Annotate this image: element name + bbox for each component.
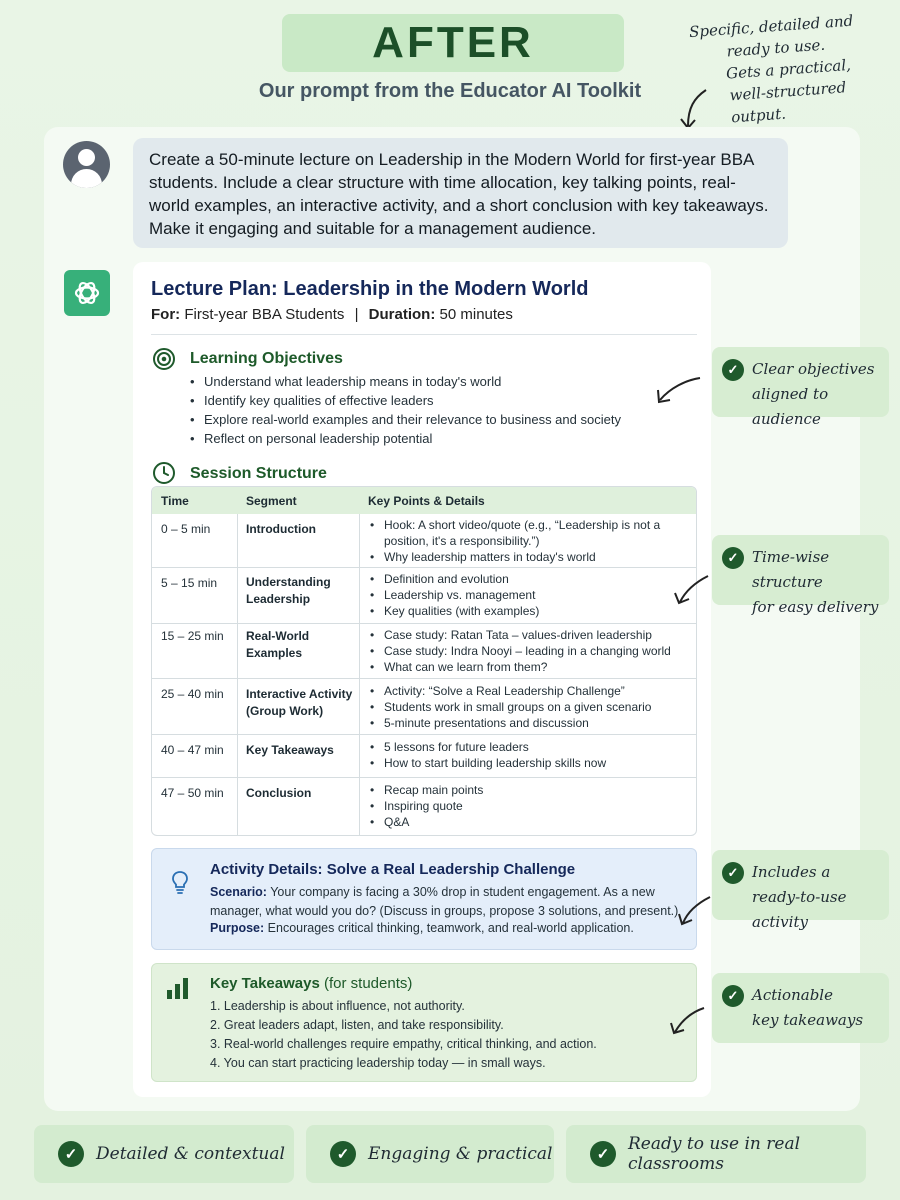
duration-label: Duration:: [368, 306, 436, 323]
check-icon: ✓: [58, 1141, 84, 1167]
clock-icon: [152, 461, 176, 485]
pill-label: Engaging & practical: [368, 1144, 553, 1164]
table-cell-time: 5 – 15 min: [161, 576, 218, 590]
annotation-line: Gets a practical,: [725, 55, 852, 83]
user-prompt-message: Create a 50-minute lecture on Leadership in the Modern World for first-year BBA students. Include a clear structure with time allocation, key talking points, real-world examples, an interactive activity, and a short conclusion with key takeaways. Make it engaging and suitable for a management audience.: [133, 138, 788, 248]
table-cell-segment: Understanding Leadership: [246, 575, 331, 606]
table-cell-points: [370, 782, 688, 830]
callout-arrow-icon: [668, 1004, 708, 1036]
check-icon: ✓: [722, 359, 744, 381]
footer-pill-ready: [566, 1125, 866, 1183]
footer-pill-detailed: [34, 1125, 294, 1183]
list-item: • Students work in small groups on a given scenario: [370, 699, 688, 715]
list-item: • Understand what leadership means in today's world: [190, 372, 621, 391]
divider: [151, 334, 697, 335]
callout-line: Actionable: [752, 986, 833, 1004]
table-cell-points: [370, 571, 688, 619]
top-annotation: [688, 7, 895, 131]
callout-structure: [712, 535, 889, 616]
list-item: • 5-minute presentations and discussion: [370, 715, 688, 731]
takeaways-title-suffix: (for students): [323, 975, 413, 992]
footer-pill-engaging: [306, 1125, 554, 1183]
list-item: • How to start building leadership skills now: [370, 755, 688, 771]
table-cell-points: [370, 683, 688, 731]
check-icon: ✓: [330, 1141, 356, 1167]
annotation-line: Specific, detailed and: [688, 11, 854, 42]
list-item: • Explore real-world examples and their relevance to business and society: [190, 410, 621, 429]
objectives-title: Learning Objectives: [190, 350, 343, 367]
scenario-text: Your company is facing a 30% drop in student engagement. As a new manager, what would you do? (Discuss in groups, propose 3 solutions, and present.): [210, 885, 679, 918]
lecture-plan-meta: [151, 306, 513, 323]
list-item: • Recap main points: [370, 782, 688, 798]
table-cell-segment: Conclusion: [246, 786, 312, 800]
list-item: • Reflect on personal leadership potential: [190, 429, 621, 448]
lightbulb-icon: [168, 870, 192, 894]
callout-line: Includes a: [752, 863, 831, 881]
pill-label: Detailed & contextual: [96, 1144, 285, 1164]
column-header-time: Time: [161, 494, 189, 508]
list-item: • Activity: “Solve a Real Leadership Challenge”: [370, 683, 688, 699]
callout-line: for easy delivery: [752, 598, 879, 616]
callout-line: Time-wise structure: [752, 548, 830, 591]
list-item: • Definition and evolution: [370, 571, 688, 587]
list-item: • Case study: Indra Nooyi – leading in a changing world: [370, 643, 688, 659]
annotation-line: ready to use.: [725, 35, 826, 61]
list-item: • Case study: Ratan Tata – values-driven leadership: [370, 627, 688, 643]
activity-title: Activity Details: Solve a Real Leadership Challenge: [210, 861, 576, 878]
table-cell-segment: Key Takeaways: [246, 743, 334, 757]
meta-separator: |: [354, 306, 359, 323]
table-cell-time: 15 – 25 min: [161, 629, 224, 643]
for-value: First-year BBA Students: [184, 306, 345, 323]
list-item: • Identify key qualities of effective leaders: [190, 391, 621, 410]
page-subtitle: Our prompt from the Educator AI Toolkit: [258, 80, 642, 102]
list-item: • Leadership vs. management: [370, 587, 688, 603]
check-icon: ✓: [722, 862, 744, 884]
list-item: 3. Real-world challenges require empathy, critical thinking, and action.: [210, 1037, 597, 1051]
callout-activity: [712, 850, 889, 931]
table-cell-time: 40 – 47 min: [161, 743, 224, 757]
list-item: 4. You can start practicing leadership today — in small ways.: [210, 1056, 546, 1070]
purpose-label: Purpose:: [210, 921, 265, 935]
target-icon: [152, 347, 176, 371]
list-item: • Key qualities (with examples): [370, 603, 688, 619]
callout-objectives: [712, 347, 889, 428]
column-header-details: Key Points & Details: [368, 494, 485, 508]
callout-takeaways: [712, 973, 889, 1043]
table-cell-points: [370, 627, 688, 675]
callout-text: [752, 860, 889, 935]
check-icon: ✓: [590, 1141, 616, 1167]
scenario-label: Scenario:: [210, 885, 267, 899]
session-title: Session Structure: [190, 465, 327, 482]
callout-line: ready-to-use activity: [752, 888, 847, 931]
chatgpt-logo-icon: [64, 270, 110, 316]
table-cell-time: 47 – 50 min: [161, 786, 224, 800]
table-cell-points: [370, 517, 688, 565]
list-item: • 5 lessons for future leaders: [370, 739, 688, 755]
table-cell-segment: Real-World Examples: [246, 629, 310, 660]
duration-value: 50 minutes: [439, 306, 513, 323]
list-item: • Inspiring quote: [370, 798, 688, 814]
callout-line: key takeaways: [752, 1011, 864, 1029]
takeaways-list: [210, 997, 597, 1073]
list-item: • Why leadership matters in today's world: [370, 549, 688, 565]
callout-line: Clear objectives: [752, 360, 875, 378]
callout-arrow-icon: [654, 374, 704, 406]
check-icon: ✓: [722, 547, 744, 569]
for-label: For:: [151, 306, 181, 323]
callout-text: [752, 357, 889, 432]
pill-label: Ready to use in real classrooms: [628, 1134, 801, 1174]
callout-line: aligned to audience: [752, 385, 829, 428]
callout-text: [752, 545, 889, 620]
list-item: • Hook: A short video/quote (e.g., “Leadership is not a position, it's a responsibility.”): [370, 517, 688, 549]
user-avatar-icon: [63, 141, 110, 188]
annotation-line: well-structured output.: [729, 78, 847, 127]
takeaways-title-main: Key Takeaways: [210, 975, 320, 992]
table-cell-time: 0 – 5 min: [161, 522, 211, 536]
table-cell-points: [370, 739, 688, 771]
session-table: [151, 486, 697, 836]
table-cell-time: 25 – 40 min: [161, 687, 224, 701]
table-cell-segment: Interactive Activity (Group Work): [246, 687, 353, 718]
callout-text: [752, 983, 863, 1033]
list-item: • Q&A: [370, 814, 688, 830]
list-item: 2. Great leaders adapt, listen, and take responsibility.: [210, 1018, 504, 1032]
activity-purpose: [210, 921, 688, 935]
bar-chart-icon: [166, 976, 190, 1000]
table-cell-segment: Introduction: [246, 522, 316, 536]
check-icon: ✓: [722, 985, 744, 1007]
lecture-plan-title: Lecture Plan: Leadership in the Modern World: [151, 278, 589, 300]
list-item: 1. Leadership is about influence, not authority.: [210, 999, 465, 1013]
objectives-list: [190, 372, 621, 448]
column-header-segment: Segment: [246, 494, 297, 508]
purpose-text: Encourages critical thinking, teamwork, and real-world application.: [267, 921, 634, 935]
callout-arrow-icon: [676, 893, 714, 927]
callout-arrow-icon: [672, 572, 712, 606]
takeaways-title: [210, 975, 412, 992]
activity-scenario: [210, 883, 688, 921]
list-item: • What can we learn from them?: [370, 659, 688, 675]
after-badge: AFTER: [282, 14, 624, 72]
